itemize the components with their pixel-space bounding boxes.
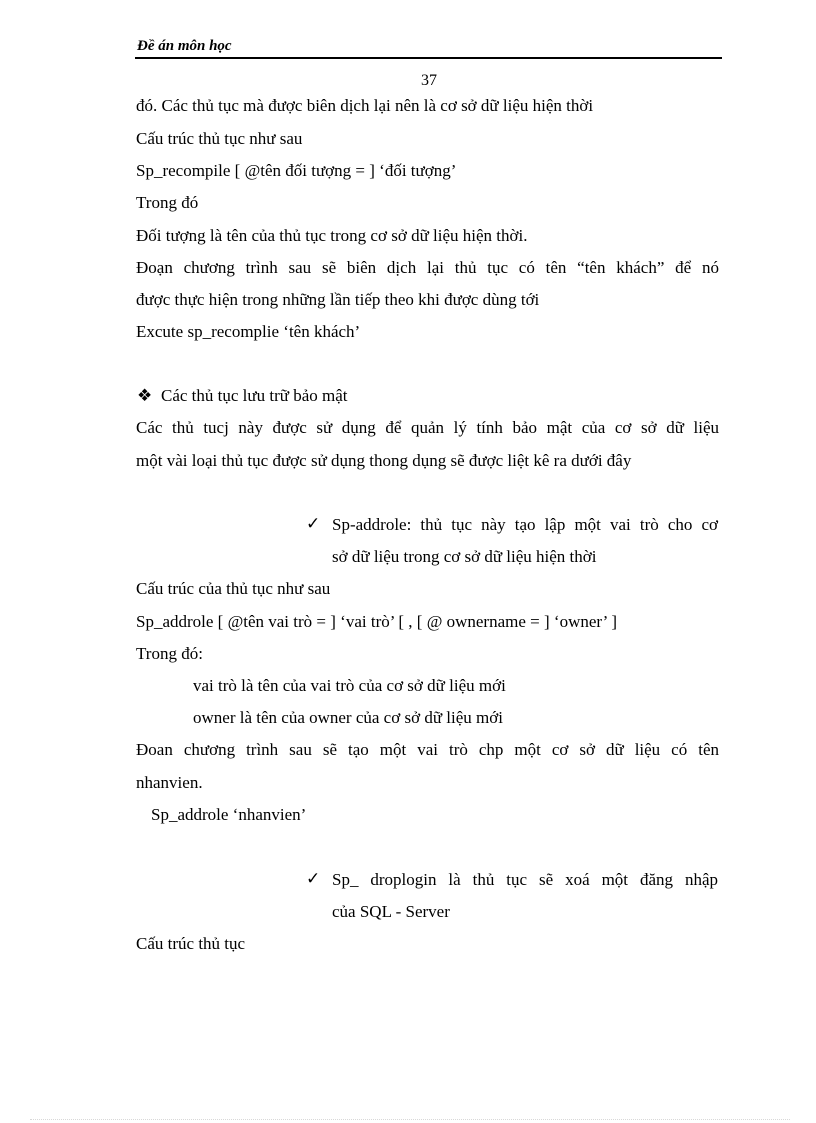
diamond-bullet-icon: ❖ [137, 386, 153, 405]
page-number: 37 [421, 72, 437, 89]
check-item-1-line-1: Sp-addrole: thủ tục này tạo lập một vai trò cho cơ [332, 515, 718, 534]
check-mark-icon: ✓ [306, 869, 321, 888]
body-line-8: Excute sp_recomplie ‘tên khách’ [136, 322, 361, 341]
addrole-line-7: nhanvien. [136, 773, 203, 792]
body-line-6: Đoạn chương trình sau sẽ biên dịch lại thủ tục có tên “tên khách” để nó [136, 258, 719, 277]
section-line-2: một vài loại thủ tục được sử dụng thong dụng sẽ được liệt kê ra dưới đây [136, 451, 632, 470]
addrole-line-2: Sp_addrole [ @tên vai trò = ] ‘vai trò’ [ , [ @ ownername = ] ‘owner’ ] [136, 612, 617, 631]
page-bottom-divider [30, 1119, 790, 1120]
check-item-2-line-1: Sp_ droplogin là thủ tục sẽ xoá một đăng nhập [332, 870, 718, 889]
body-line-7: được thực hiện trong những lần tiếp theo khi được dùng tới [136, 290, 540, 309]
addrole-line-6: Đoan chương trình sau sẽ tạo một vai trò chp một cơ sở dữ liệu có tên [136, 740, 719, 759]
header-title: Đề án môn học [137, 38, 232, 54]
body-line-2: Cấu trúc thủ tục như sau [136, 129, 303, 148]
addrole-line-3: Trong đó: [136, 644, 203, 663]
last-line: Cấu trúc thủ tục [136, 934, 246, 953]
addrole-line-1: Cấu trúc của thủ tục như sau [136, 579, 331, 598]
body-line-3: Sp_recompile [ @tên đối tượng = ] ‘đối tượng’ [136, 161, 457, 180]
addrole-line-4: vai trò là tên của vai trò của cơ sở dữ liệu mới [193, 676, 506, 695]
check-item-1-line-2: sở dữ liệu trong cơ sở dữ liệu hiện thời [332, 547, 597, 566]
section-heading: Các thủ tục lưu trữ bảo mật [161, 386, 348, 405]
addrole-line-8: Sp_addrole ‘nhanvien’ [151, 805, 307, 824]
body-line-4: Trong đó [136, 193, 199, 212]
check-item-2-line-2: của SQL - Server [332, 902, 450, 921]
check-mark-icon: ✓ [306, 514, 321, 533]
header-rule [135, 57, 722, 59]
body-line-1: đó. Các thủ tục mà được biên dịch lại nên là cơ sở dữ liệu hiện thời [136, 96, 594, 115]
body-line-5: Đối tượng là tên của thủ tục trong cơ sở dữ liệu hiện thời. [136, 226, 528, 245]
section-line-1: Các thủ tucj này được sử dụng để quản lý tính bảo mật của cơ sở dữ liệu [136, 418, 719, 437]
addrole-line-5: owner là tên của owner của cơ sở dữ liệu mới [193, 708, 503, 727]
